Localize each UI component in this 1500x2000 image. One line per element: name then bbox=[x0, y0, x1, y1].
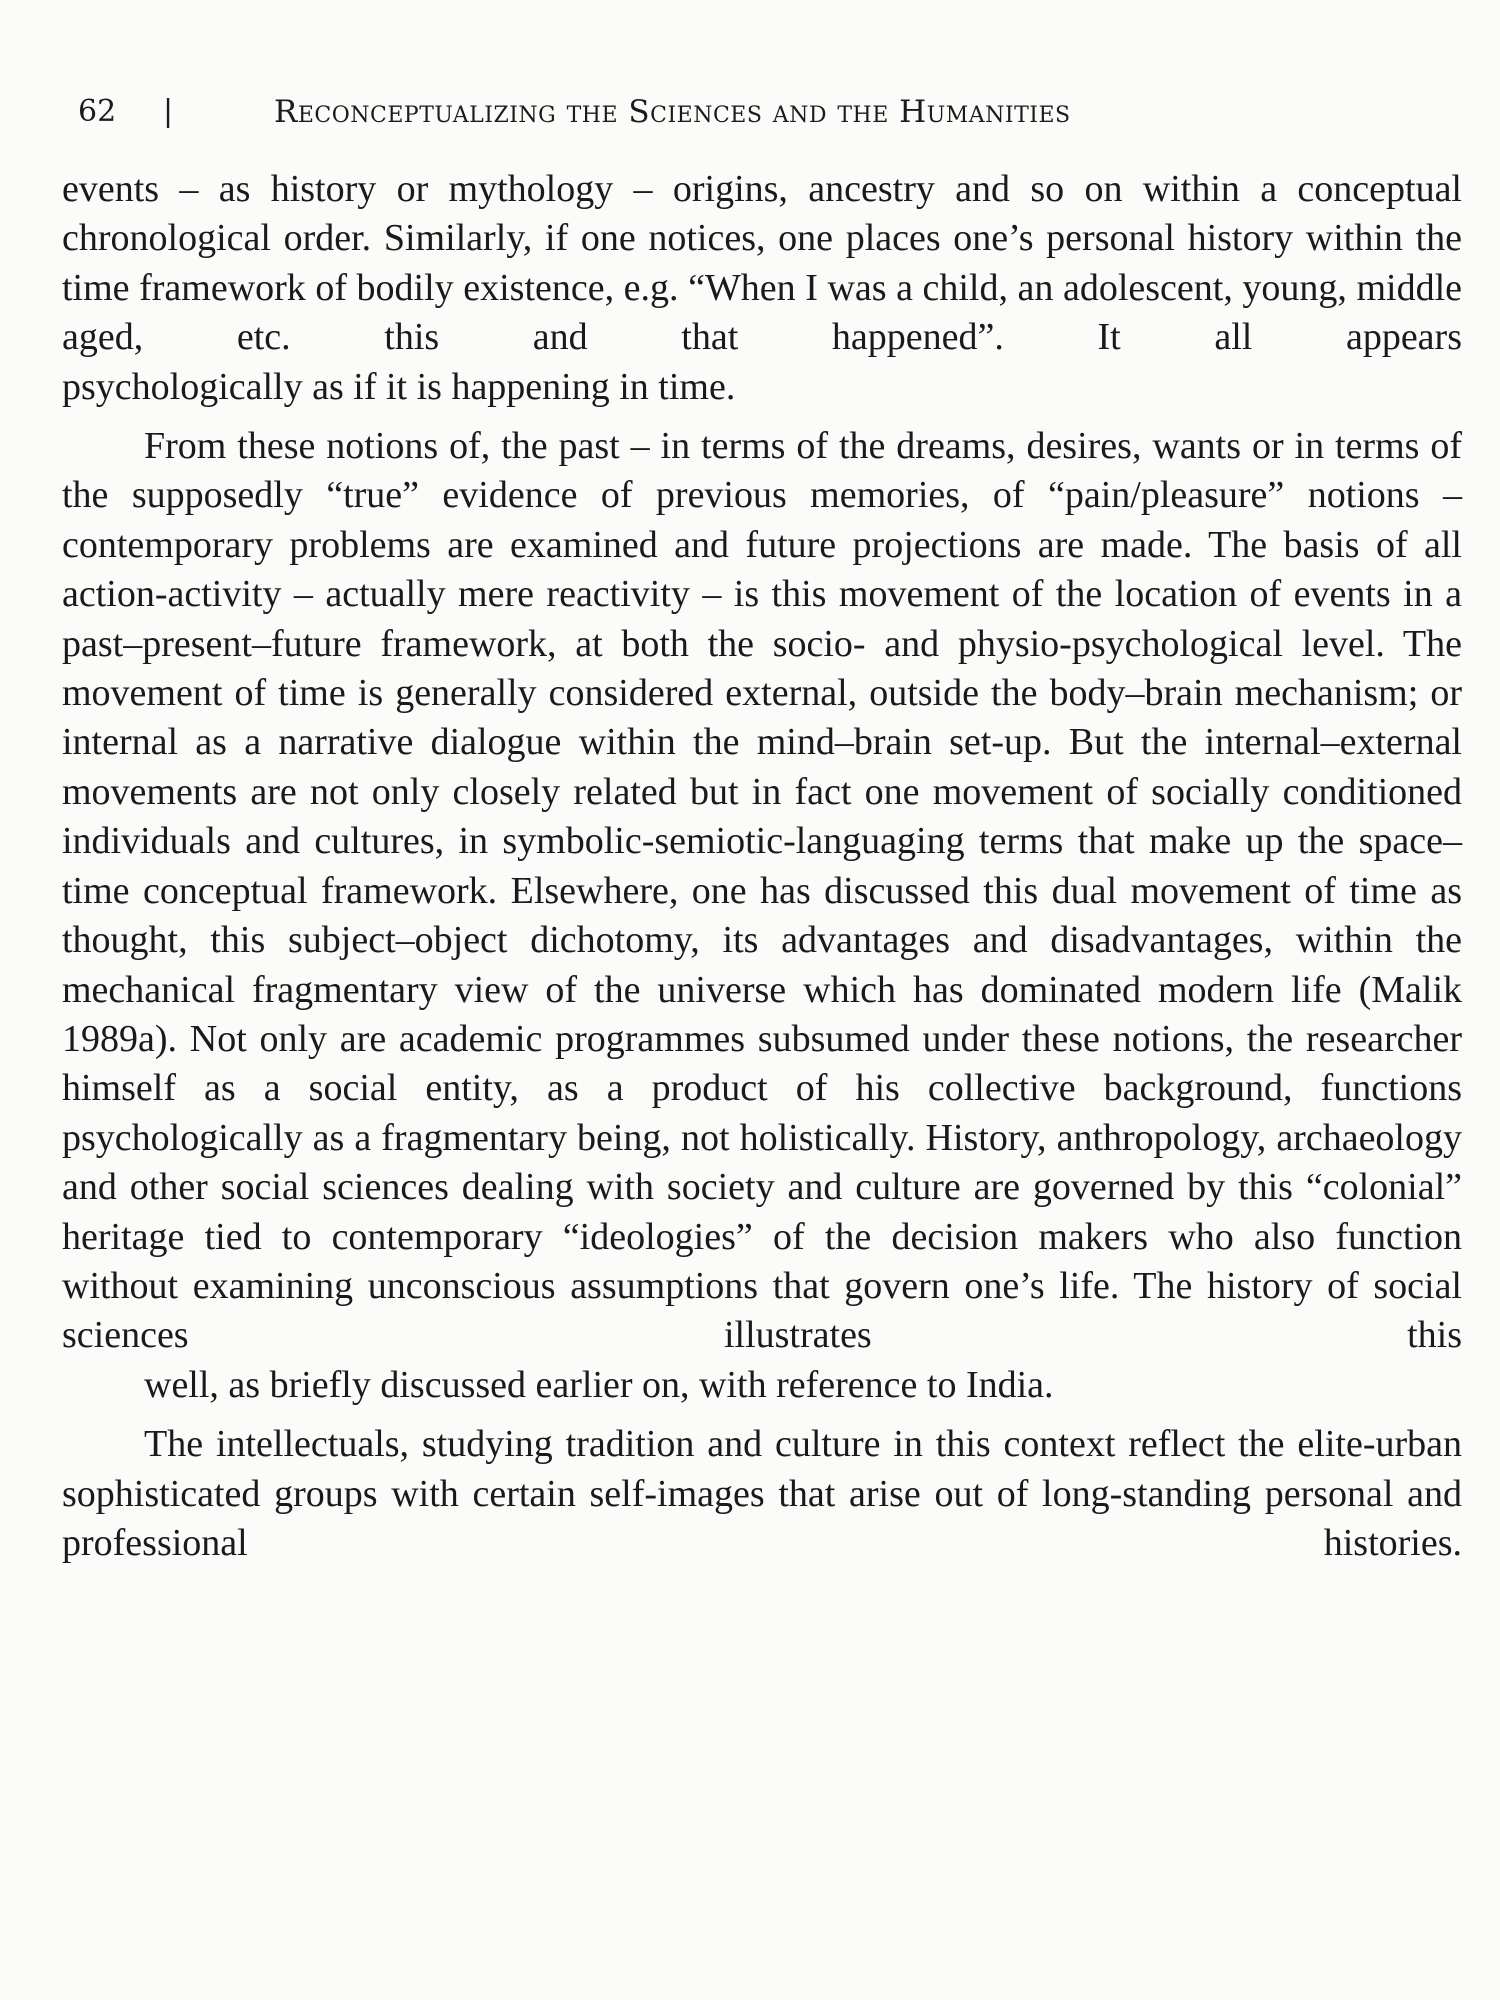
paragraph-3 bbox=[62, 1420, 1462, 1568]
body-text bbox=[62, 165, 1462, 1578]
paragraph-3-text: The intellectuals, studying tradition and culture in this context reflect the elite-urban sophisticated groups with certain self-images that arise out of long-standing personal and professional histories. bbox=[62, 1423, 1462, 1564]
paragraph-1-text: events – as history or mythology – origins, ancestry and so on within a conceptual chronological order. Similarly, if one notices, one places one’s personal history within the time framework of bodily existence, e.g. “When I was a child, an adolescent, young, middle aged, etc. this and that happened”. It all appears bbox=[62, 168, 1462, 359]
paragraph-2 bbox=[62, 422, 1462, 1410]
running-title: Reconceptualizing the Sciences and the Humanities bbox=[274, 94, 1071, 130]
paragraph-2-text: From these notions of, the past – in terms of the dreams, desires, wants or in terms of the supposedly “true” evidence of previous memories, of “pain/pleasure” notions – contemporary problems are examined and future projections are made. The basis of all action-activity – actually mere reactivity – is this movement of the location of events in a past–present–future framework, at both the socio- and physio-psychological level. The movement of time is generally considered external, outside the body–brain mechanism; or internal as a narrative dialogue within the mind–brain set-up. But the internal–external movements are not only closely related but in fact one movement of socially conditioned individuals and cultures, in symbolic-semiotic-languaging terms that make up the space–time conceptual framework. Elsewhere, one has discussed this dual movement of time as thought, this subject–object dichotomy, its advantages and disadvantages, within the mechanical fragmentary view of the universe which has dominated modern life (Malik 1989a). Not only are academic programmes subsumed under these notions, the researcher himself as a social entity, as a product of his collective background, functions psychologically as a fragmentary being, not holistically. History, anthropology, archaeology and other social sciences dealing with society and culture are governed by this “colonial” heritage tied to contemporary “ideologies” of the decision makers who also function without examining unconscious assumptions that govern one’s life. The history of social sciences illustrates this bbox=[62, 425, 1462, 1357]
page-number: 62 bbox=[78, 94, 117, 129]
paragraph-1-last-line: psychologically as if it is happening in time. bbox=[62, 365, 736, 408]
paragraph-2-last-line: well, as briefly discussed earlier on, with reference to India. bbox=[144, 1363, 1054, 1406]
header-separator: | bbox=[163, 94, 174, 129]
running-header bbox=[78, 92, 1378, 142]
paragraph-1 bbox=[62, 165, 1462, 412]
